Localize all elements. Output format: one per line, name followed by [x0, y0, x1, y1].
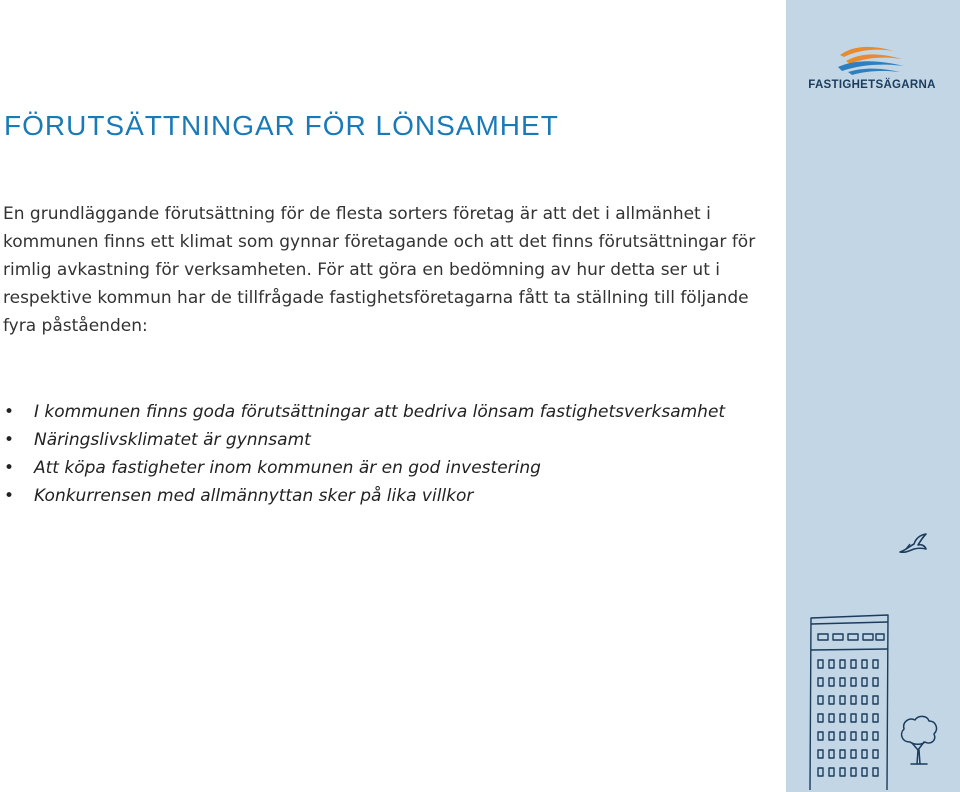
building-icon [808, 612, 892, 792]
bullet-marker: • [4, 430, 15, 450]
list-item [0, 398, 770, 426]
list-item [0, 426, 770, 454]
bird-icon [898, 532, 928, 556]
statement-text: Näringslivsklimatet är gynnsamt [34, 430, 311, 450]
wave-logo-icon [836, 42, 906, 76]
body-paragraph: En grundläggande förutsättning för de flesta sorters företag är att det i allmänhet i kommunen finns ett klimat som gynnar företagande och att det finns förutsättningar för rimlig avkastning för verksamheten. För att göra en bedömning av hur detta ser ut i respektive kommun har de tillfrågade fastighetsföretagarna fått ta ställning till följande fyra påståenden: [3, 204, 756, 336]
slide-title: FÖRUTSÄTTNINGAR FÖR LÖNSAMHET [4, 110, 559, 141]
bullet-marker: • [4, 402, 15, 422]
bullet-marker: • [4, 486, 15, 506]
list-item [0, 482, 770, 510]
tree-icon [896, 714, 940, 766]
statement-text: Att köpa fastigheter inom kommunen är en god investering [34, 458, 541, 478]
list-item [0, 454, 770, 482]
bullet-marker: • [4, 458, 15, 478]
statement-list [0, 398, 770, 510]
statement-text: Konkurrensen med allmännyttan sker på lika villkor [34, 486, 474, 506]
brand-name: FASTIGHETSÄGARNA [808, 79, 936, 91]
statement-text: I kommunen finns goda förutsättningar att bedriva lönsam fastighetsverksamhet [34, 402, 726, 422]
